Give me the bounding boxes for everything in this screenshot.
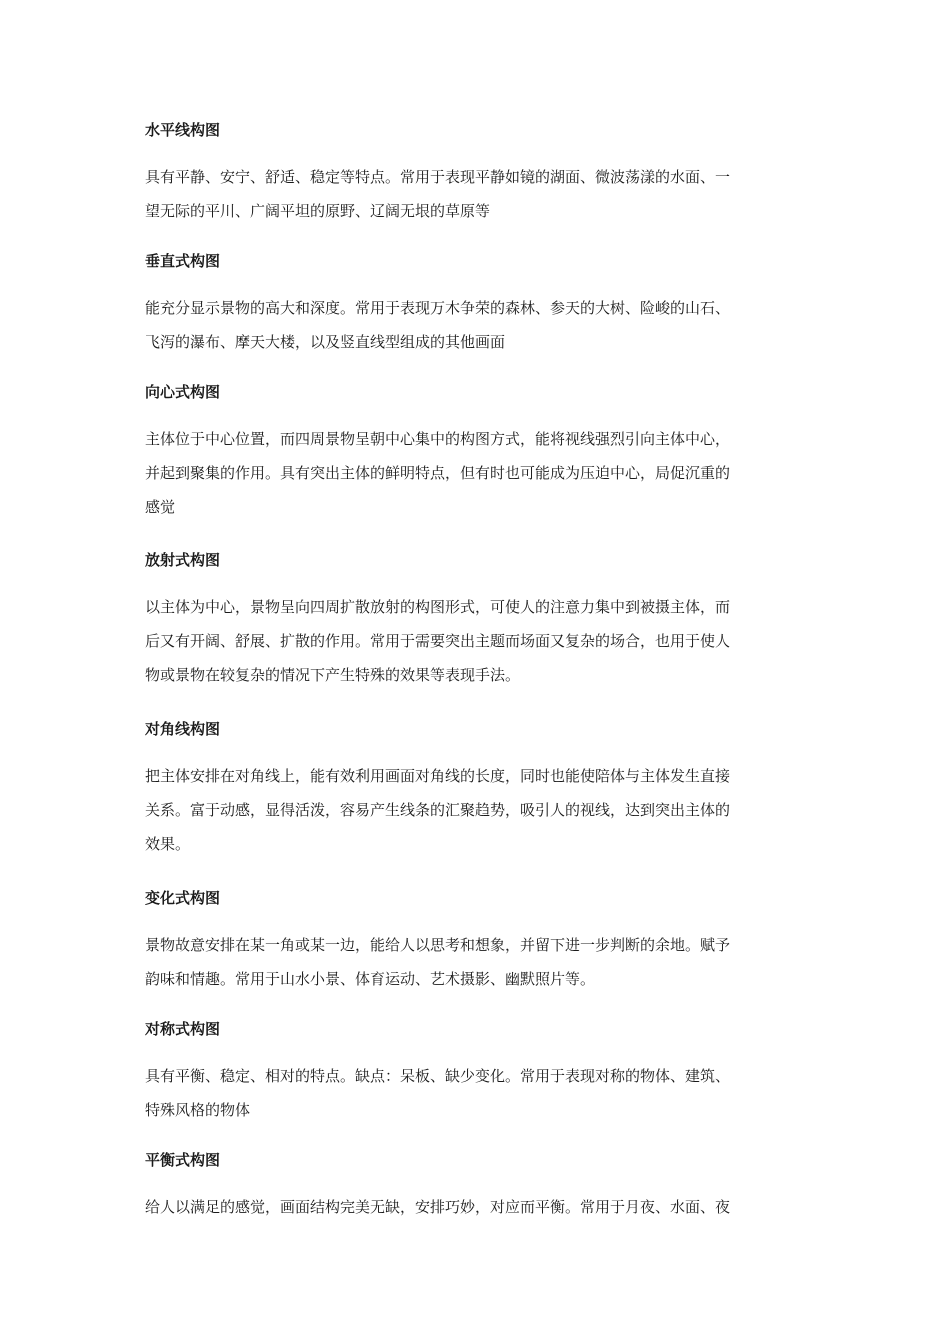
body-line: 把主体安排在对角线上，能有效利用画面对角线的长度，同时也能使陪体与主体发生直接 <box>145 767 731 785</box>
body-line: 景物故意安排在某一角或某一边，能给人以思考和想象，并留下进一步判断的余地。赋予 <box>145 936 731 954</box>
body-line: 以主体为中心，景物呈向四周扩散放射的构图形式，可使人的注意力集中到被摄主体，而 <box>145 598 731 616</box>
body-line: 具有平衡、稳定、相对的特点。缺点：呆板、缺少变化。常用于表现对称的物体、建筑、 <box>145 1067 731 1085</box>
section-heading-vertical: 垂直式构图 <box>145 252 221 270</box>
body-line: 飞泻的瀑布、摩天大楼，以及竖直线型组成的其他画面 <box>145 333 506 351</box>
body-line: 韵味和情趣。常用于山水小景、体育运动、艺术摄影、幽默照片等。 <box>145 970 596 988</box>
body-line: 望无际的平川、广阔平坦的原野、辽阔无垠的草原等 <box>145 202 491 220</box>
body-line: 具有平静、安宁、舒适、稳定等特点。常用于表现平静如镜的湖面、微波荡漾的水面、一 <box>145 168 731 186</box>
body-line: 后又有开阔、舒展、扩散的作用。常用于需要突出主题而场面又复杂的场合，也用于使人 <box>145 632 731 650</box>
body-line: 效果。 <box>145 835 191 853</box>
section-body-centripetal <box>145 422 810 524</box>
section-heading-variation: 变化式构图 <box>145 889 221 907</box>
body-line: 给人以满足的感觉，画面结构完美无缺，安排巧妙，对应而平衡。常用于月夜、水面、夜 <box>145 1198 731 1216</box>
body-line: 能充分显示景物的高大和深度。常用于表现万木争荣的森林、参天的大树、险峻的山石、 <box>145 299 731 317</box>
section-heading-radial: 放射式构图 <box>145 551 221 569</box>
section-body-horizontal <box>145 160 810 228</box>
section-body-balanced <box>145 1190 810 1224</box>
section-body-symmetric <box>145 1059 810 1127</box>
section-body-diagonal <box>145 759 810 861</box>
body-line: 物或景物在较复杂的情况下产生特殊的效果等表现手法。 <box>145 666 521 684</box>
body-line: 感觉 <box>145 498 176 516</box>
body-line: 关系。富于动感，显得活泼，容易产生线条的汇聚趋势，吸引人的视线，达到突出主体的 <box>145 801 731 819</box>
section-heading-centripetal: 向心式构图 <box>145 383 221 401</box>
body-line: 并起到聚集的作用。具有突出主体的鲜明特点，但有时也可能成为压迫中心，局促沉重的 <box>145 464 731 482</box>
body-line: 特殊风格的物体 <box>145 1101 251 1119</box>
section-body-radial <box>145 590 810 692</box>
section-heading-horizontal: 水平线构图 <box>145 121 221 139</box>
section-body-vertical <box>145 291 810 359</box>
body-line: 主体位于中心位置，而四周景物呈朝中心集中的构图方式，能将视线强烈引向主体中心， <box>145 430 731 448</box>
section-heading-symmetric: 对称式构图 <box>145 1020 221 1038</box>
section-body-variation <box>145 928 810 996</box>
section-heading-balanced: 平衡式构图 <box>145 1151 221 1169</box>
section-heading-diagonal: 对角线构图 <box>145 720 221 738</box>
